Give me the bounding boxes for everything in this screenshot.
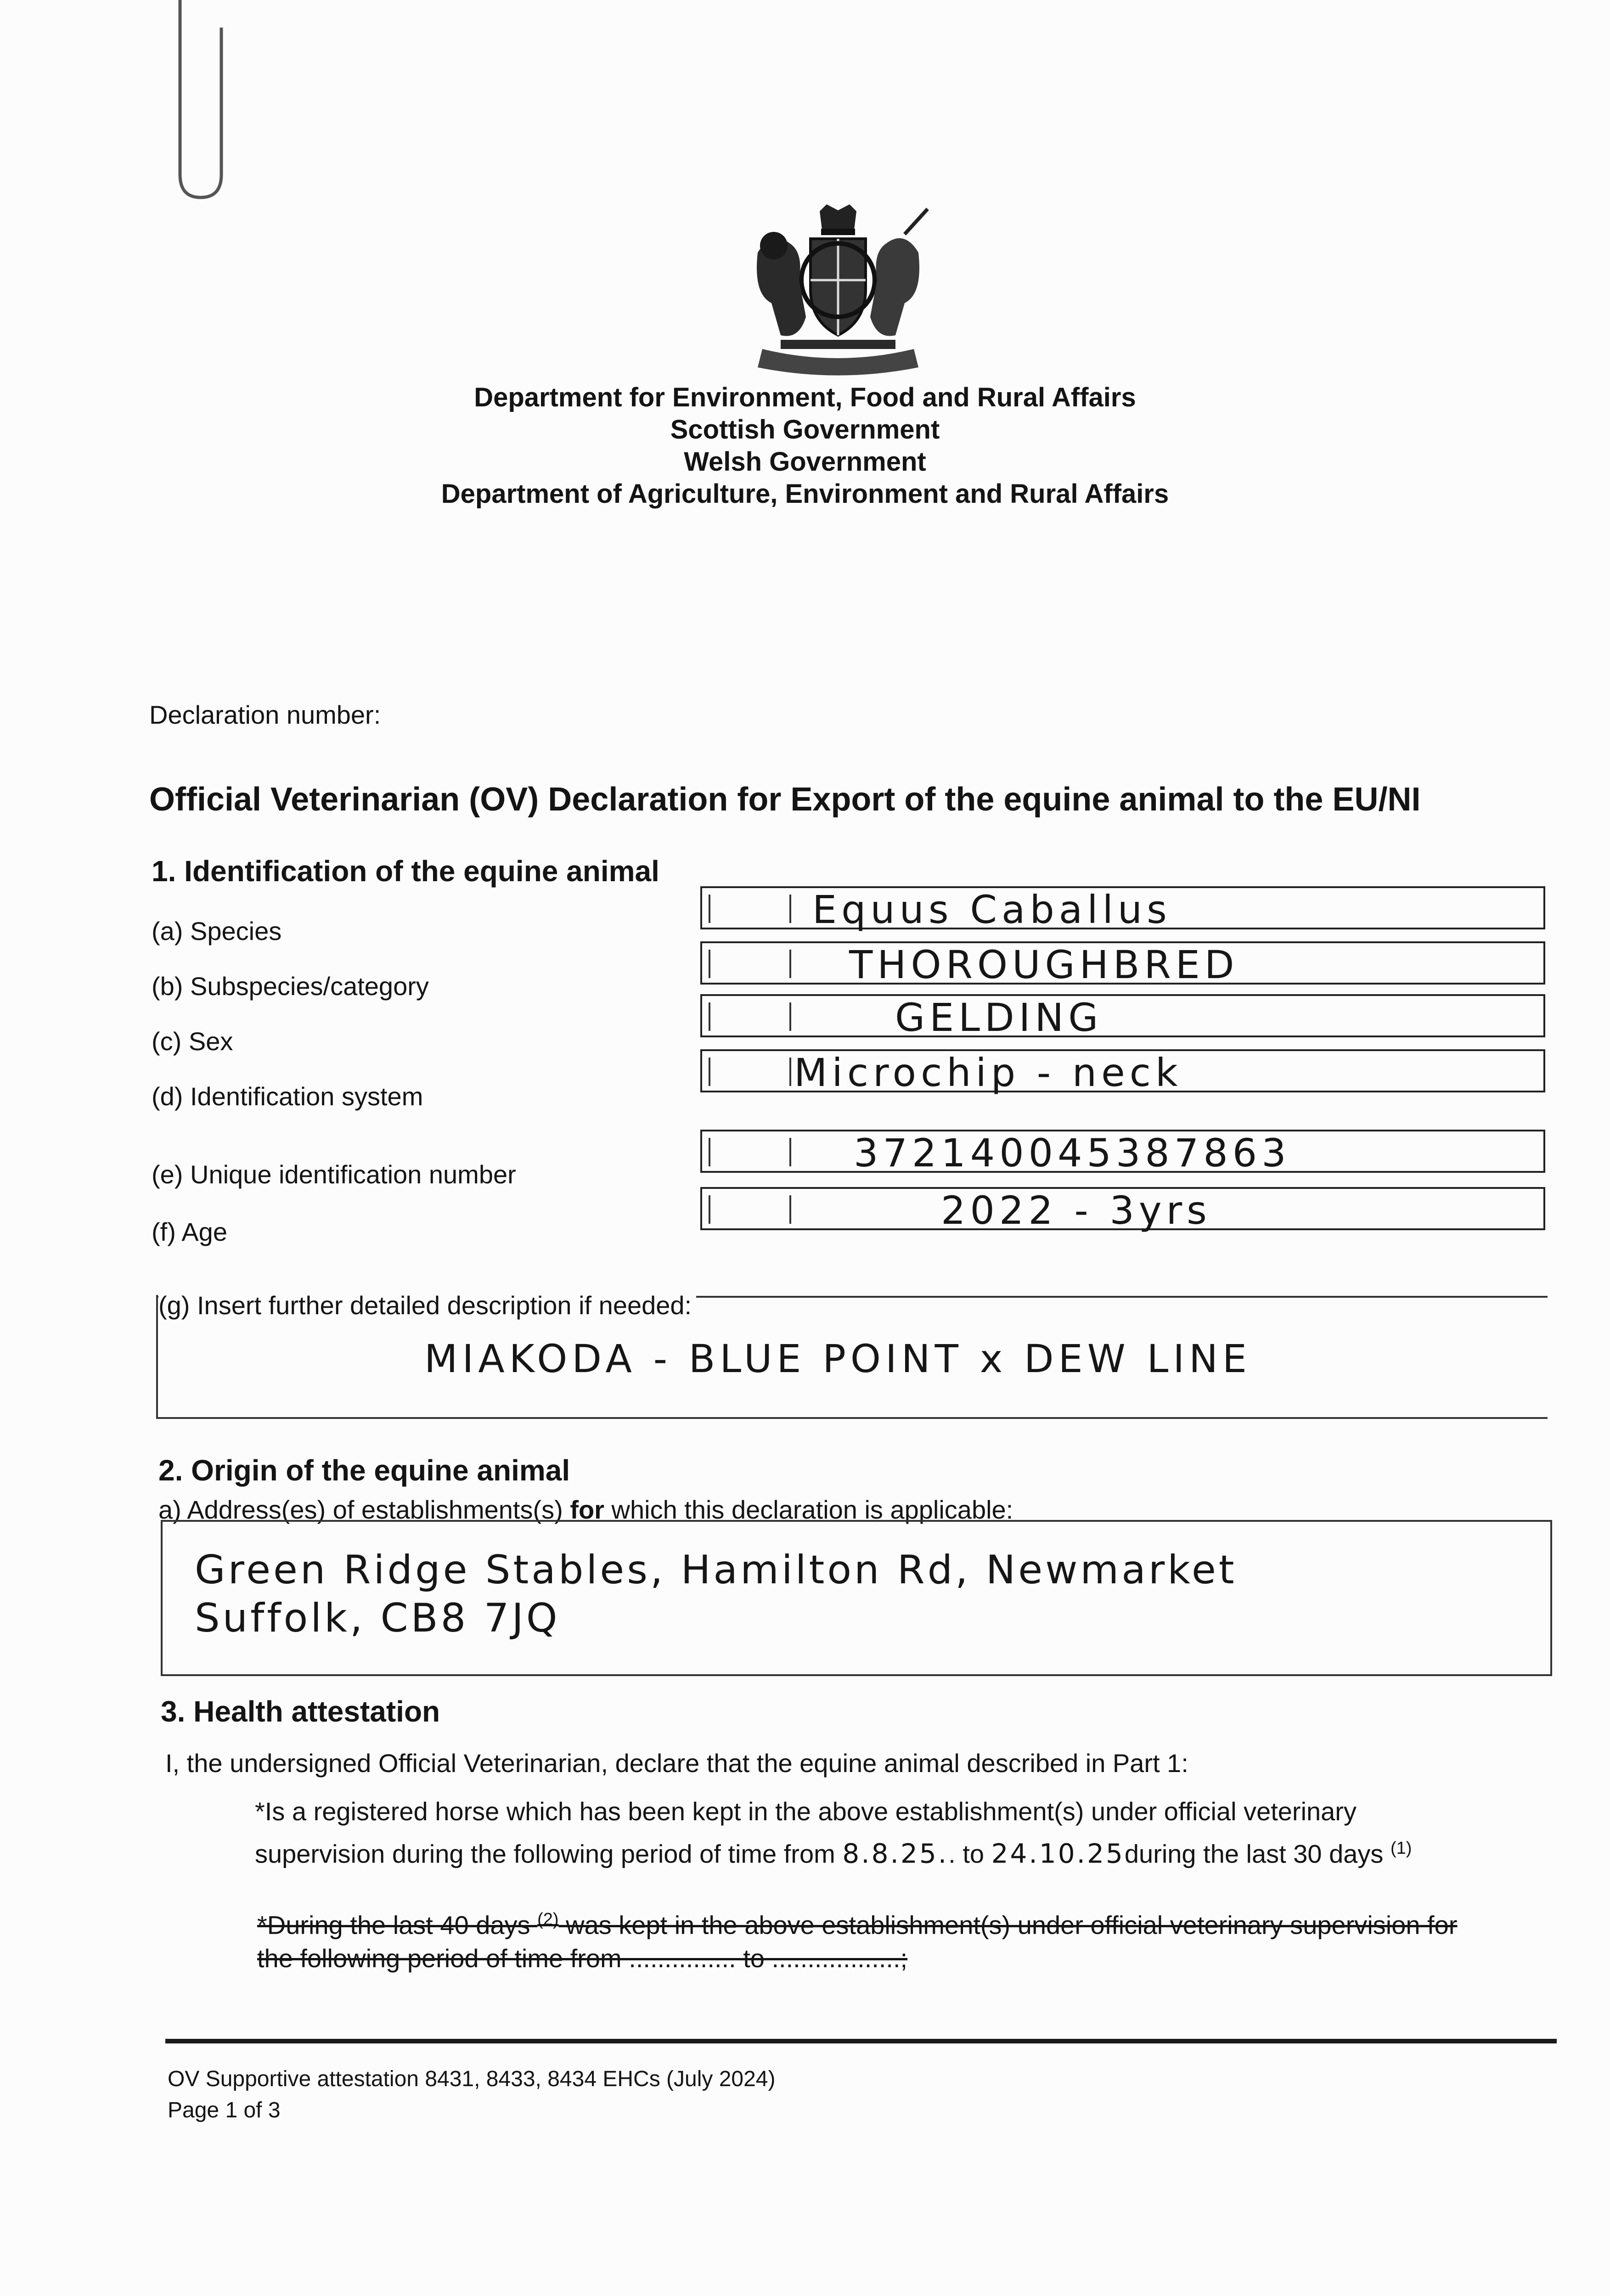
- identification-system-value: Microchip - neck: [794, 1050, 1182, 1095]
- page-title: Official Veterinarian (OV) Declaration for Export of the equine animal to the EU/NI: [149, 781, 1421, 818]
- department-line-4: Department of Agriculture, Environment and Rural Affairs: [441, 479, 1169, 509]
- footer-page-number: Page 1 of 3: [168, 2098, 281, 2122]
- clause-2-line-1: *During the last 40 days $^{(2)}$ was kept in the above establishment(s) under official veterinary supervision for: [257, 1910, 1458, 1940]
- declaration-number-label: Declaration number:: [149, 700, 381, 729]
- species-label: (a) Species: [152, 917, 282, 945]
- unique-id-value: 372140045387863: [854, 1131, 1291, 1176]
- age-value: 2022 - 3yrs: [941, 1188, 1211, 1233]
- address-field[interactable]: [161, 1520, 1552, 1676]
- age-label: (f) Age: [152, 1217, 227, 1246]
- unique-id-label: (e) Unique identification number: [152, 1160, 516, 1189]
- address-line-1: Green Ridge Stables, Hamilton Rd, Newmarket: [195, 1547, 1237, 1593]
- subspecies-field[interactable]: [700, 941, 1545, 985]
- footer-attestation: OV Supportive attestation 8431, 8433, 8434 EHCs (July 2024): [168, 2067, 776, 2091]
- description-label: (g) Insert further detailed description if needed:: [158, 1290, 696, 1320]
- date-from: 8.8.25.: [842, 1838, 949, 1869]
- section-3-heading: 3. Health attestation: [161, 1695, 440, 1728]
- species-value: Equus Caballus: [812, 887, 1171, 932]
- clause-1-line-1: *Is a registered horse which has been kept in the above establishment(s) under official veterinary: [255, 1797, 1357, 1826]
- section-1-heading: 1. Identification of the equine animal: [152, 855, 659, 888]
- subspecies-value: THOROUGHBRED: [849, 942, 1239, 987]
- paper-clip-icon: [171, 0, 235, 202]
- description-value: MIAKODA - BLUE POINT x DEW LINE: [424, 1336, 1251, 1381]
- identification-system-label: (d) Identification system: [152, 1082, 423, 1111]
- address-line-2: Suffolk, CB8 7JQ: [195, 1595, 560, 1641]
- royal-coat-of-arms-icon: [730, 202, 946, 381]
- sex-field[interactable]: [700, 994, 1545, 1040]
- section-2-heading: 2. Origin of the equine animal: [158, 1454, 570, 1487]
- age-field[interactable]: [700, 1187, 1545, 1233]
- department-line-3: Welsh Government: [684, 447, 926, 477]
- unique-id-field[interactable]: [700, 1130, 1545, 1176]
- department-line-2: Scottish Government: [670, 415, 940, 445]
- sex-value: GELDING: [895, 995, 1103, 1040]
- address-label: a) Address(es) of establishments(s) for which this declaration is applicable:: [158, 1495, 1013, 1524]
- subspecies-label: (b) Subspecies/category: [152, 972, 429, 1001]
- sex-label: (c) Sex: [152, 1027, 233, 1056]
- species-field[interactable]: [700, 886, 1545, 932]
- clause-2-line-2: the following period of time from ............... to ..................;: [257, 1944, 908, 1973]
- clause-1-line-2: supervision during the following period of time from 8.8.25.. to 24.10.25during the last 30 days $^{(1)}$: [255, 1838, 1412, 1869]
- health-attestation-intro: I, the undersigned Official Veterinarian, declare that the equine animal described in Part 1:: [165, 1749, 1188, 1778]
- date-to: 24.10.25: [991, 1838, 1125, 1869]
- footer-divider: [165, 2039, 1557, 2043]
- department-line-1: Department for Environment, Food and Rural Affairs: [474, 383, 1136, 412]
- identification-system-field[interactable]: [700, 1049, 1545, 1095]
- description-field[interactable]: [156, 1295, 1548, 1419]
